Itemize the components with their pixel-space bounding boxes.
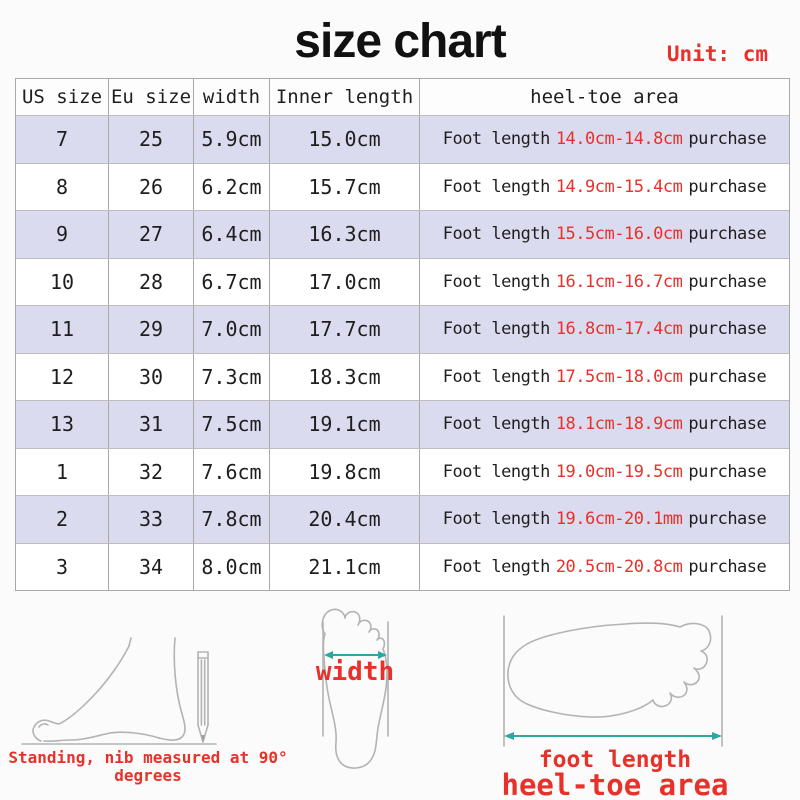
foot-length-range: 18.1cm-18.9cm: [555, 414, 683, 435]
foot-length-range: 14.0cm-14.8cm: [555, 129, 683, 150]
width-cell: 8.0cm: [194, 544, 270, 591]
eu-size-cell: 28: [109, 259, 194, 306]
heel-toe-area-cell: [420, 401, 789, 448]
purchase-label: purchase: [688, 176, 767, 197]
purchase-label: purchase: [688, 319, 767, 340]
heel-toe-area-cell: [420, 211, 789, 258]
us-size-cell: 12: [16, 354, 109, 401]
unit-label: Unit: cm: [666, 42, 768, 66]
eu-size-cell: 25: [109, 116, 194, 163]
foot-length-range: 16.1cm-16.7cm: [555, 271, 683, 292]
foot-length-illustration: [495, 600, 735, 748]
heel-toe-area-cell: [420, 496, 789, 543]
inner-length-cell: 19.1cm: [270, 401, 420, 448]
pencil-icon: [198, 652, 208, 742]
us-size-cell: 10: [16, 259, 109, 306]
header-width: width: [194, 79, 270, 115]
width-cell: 7.6cm: [194, 449, 270, 496]
heel-toe-area-cell: [420, 449, 789, 496]
eu-size-cell: 26: [109, 164, 194, 211]
width-cell: 7.3cm: [194, 354, 270, 401]
eu-size-cell: 31: [109, 401, 194, 448]
heel-toe-area-label: heel-toe area: [501, 768, 729, 800]
purchase-label: purchase: [688, 129, 767, 150]
table-row: [16, 258, 789, 306]
us-size-cell: 11: [16, 306, 109, 353]
foot-length-prefix: Foot length: [442, 129, 550, 150]
foot-length-range: 19.0cm-19.5cm: [555, 461, 683, 482]
table-row: [16, 353, 789, 401]
header-us-size: US size: [16, 79, 109, 115]
inner-length-cell: 20.4cm: [270, 496, 420, 543]
width-cell: 7.5cm: [194, 401, 270, 448]
side-foot-caption: Standing, nib measured at 90° degrees: [8, 748, 288, 785]
table-row: [16, 448, 789, 496]
purchase-label: purchase: [688, 461, 767, 482]
purchase-label: purchase: [688, 271, 767, 292]
figure-foot-length: [495, 600, 735, 800]
heel-toe-area-cell: [420, 544, 789, 591]
purchase-label: purchase: [688, 509, 767, 530]
table-row: [16, 495, 789, 543]
foot-length-label: foot length: [538, 747, 692, 773]
inner-length-cell: 16.3cm: [270, 211, 420, 258]
table-row: [16, 163, 789, 211]
foot-length-prefix: Foot length: [442, 366, 550, 387]
header-heel-toe-area: heel-toe area: [530, 86, 679, 108]
width-cell: 7.0cm: [194, 306, 270, 353]
width-cell: 6.7cm: [194, 259, 270, 306]
us-size-cell: 2: [16, 496, 109, 543]
foot-length-prefix: Foot length: [442, 556, 550, 577]
purchase-label: purchase: [688, 224, 767, 245]
figure-foot-width: [295, 598, 465, 800]
inner-length-cell: 19.8cm: [270, 449, 420, 496]
us-size-cell: 8: [16, 164, 109, 211]
eu-size-cell: 32: [109, 449, 194, 496]
foot-length-range: 20.5cm-20.8cm: [555, 556, 683, 577]
table-row: [16, 400, 789, 448]
table-row: [16, 210, 789, 258]
foot-length-range: 15.5cm-16.0cm: [555, 224, 683, 245]
header-inner-length: Inner length: [270, 79, 420, 115]
width-cell: 6.2cm: [194, 164, 270, 211]
purchase-label: purchase: [688, 366, 767, 387]
foot-length-prefix: Foot length: [442, 271, 550, 292]
width-cell: 6.4cm: [194, 211, 270, 258]
page-title: size chart: [294, 15, 506, 68]
table-header-row: [16, 79, 789, 115]
foot-length-arrow-icon: [504, 732, 722, 740]
inner-length-cell: 17.7cm: [270, 306, 420, 353]
side-foot-pencil-illustration: [8, 632, 258, 750]
us-size-cell: 1: [16, 449, 109, 496]
foot-length-prefix: Foot length: [442, 319, 550, 340]
table-row: [16, 543, 789, 591]
header-eu-size: Eu size: [109, 79, 194, 115]
inner-length-cell: 17.0cm: [270, 259, 420, 306]
foot-length-range: 17.5cm-18.0cm: [555, 366, 683, 387]
table-row: [16, 115, 789, 163]
eu-size-cell: 33: [109, 496, 194, 543]
eu-size-cell: 27: [109, 211, 194, 258]
heel-toe-area-cell: [420, 164, 789, 211]
figure-side-foot: [8, 632, 288, 800]
foot-length-prefix: Foot length: [442, 509, 550, 530]
table-row: [16, 305, 789, 353]
us-size-cell: 13: [16, 401, 109, 448]
foot-length-prefix: Foot length: [442, 176, 550, 197]
inner-length-cell: 21.1cm: [270, 544, 420, 591]
inner-length-cell: 15.0cm: [270, 116, 420, 163]
size-table: [15, 78, 790, 591]
inner-length-cell: 15.7cm: [270, 164, 420, 211]
us-size-cell: 9: [16, 211, 109, 258]
width-cell: 5.9cm: [194, 116, 270, 163]
foot-top-view-illustration: [295, 598, 465, 783]
eu-size-cell: 30: [109, 354, 194, 401]
foot-length-prefix: Foot length: [442, 224, 550, 245]
heel-toe-area-cell: [420, 116, 789, 163]
heel-toe-area-cell: [420, 354, 789, 401]
foot-length-range: 14.9cm-15.4cm: [555, 176, 683, 197]
heel-toe-area-cell: [420, 306, 789, 353]
width-label: width: [315, 657, 395, 687]
us-size-cell: 7: [16, 116, 109, 163]
table-body: [16, 115, 789, 590]
eu-size-cell: 29: [109, 306, 194, 353]
foot-length-range: 19.6cm-20.1mm: [555, 509, 683, 530]
heel-toe-area-cell: [420, 259, 789, 306]
foot-length-prefix: Foot length: [442, 461, 550, 482]
us-size-cell: 3: [16, 544, 109, 591]
foot-length-prefix: Foot length: [442, 414, 550, 435]
eu-size-cell: 34: [109, 544, 194, 591]
width-cell: 7.8cm: [194, 496, 270, 543]
purchase-label: purchase: [688, 556, 767, 577]
purchase-label: purchase: [688, 414, 767, 435]
foot-length-range: 16.8cm-17.4cm: [555, 319, 683, 340]
inner-length-cell: 18.3cm: [270, 354, 420, 401]
